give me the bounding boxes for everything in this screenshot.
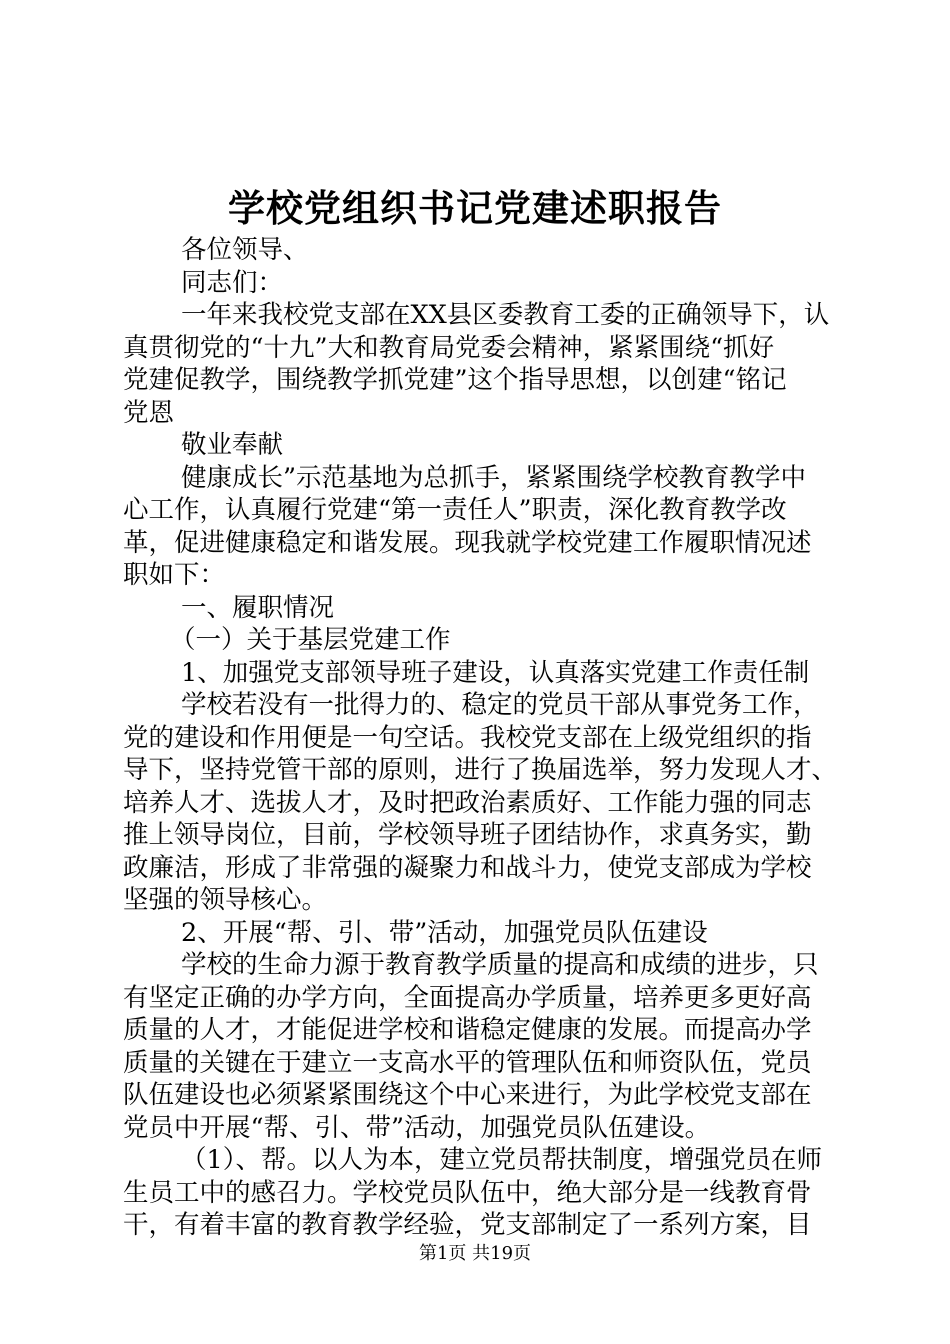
paragraph-line: （一）关于基层党建工作: [170, 625, 451, 655]
paragraph-line: 党恩: [123, 397, 175, 428]
paragraph-line: 质量的关键在于建立一支高水平的管理队伍和师资队伍，党员: [123, 1047, 812, 1078]
paragraph-line: 队伍建设也必须紧紧围绕这个中心来进行，为此学校党支部在: [123, 1080, 812, 1110]
paragraph-line: 敬业奉献: [181, 430, 284, 460]
paragraph-line: 一年来我校党支部在XX县区委教育工委的正确领导下，认: [181, 300, 830, 330]
paragraph-line: 政廉洁，形成了非常强的凝聚力和战斗力，使党支部成为学校: [123, 852, 812, 883]
paragraph-line: 各位领导、: [181, 235, 309, 265]
paragraph-line: 导下，坚持党管干部的原则，进行了换届选举，努力发现人才、: [123, 755, 838, 785]
paragraph-line: 生员工中的感召力。学校党员队伍中，绝大部分是一线教育骨: [123, 1177, 812, 1208]
paragraph-line: 心工作，认真履行党建“第一责任人”职责，深化教育教学改: [123, 495, 787, 525]
paragraph-line: 健康成长”示范基地为总抓手，紧紧围绕学校教育教学中: [181, 462, 807, 493]
paragraph-line: 坚强的领导核心。: [123, 885, 328, 915]
paragraph-line: 推上领导岗位，目前，学校领导班子团结协作，求真务实，勤: [123, 820, 812, 850]
document-title: 学校党组织书记党建述职报告: [228, 186, 722, 230]
paragraph-line: 质量的人才，才能促进学校和谐稳定健康的发展。而提高办学: [123, 1015, 812, 1045]
paragraph-line: 党建促教学，围绕教学抓党建”这个指导思想，以创建“铭记: [123, 365, 787, 395]
paragraph-line: 革，促进健康稳定和谐发展。现我就学校党建工作履职情况述: [123, 527, 812, 558]
paragraph-line: 培养人才、选拔人才，及时把政治素质好、工作能力强的同志: [123, 787, 812, 818]
paragraph-line: （1）、帮。以人为本，建立党员帮扶制度，增强党员在师: [181, 1145, 822, 1175]
paragraph-line: 干，有着丰富的教育教学经验，党支部制定了一系列方案，目: [123, 1210, 812, 1240]
paragraph-line: 2、开展“帮、引、带”活动，加强党员队伍建设: [181, 917, 708, 948]
paragraph-line: 1、加强党支部领导班子建设，认真落实党建工作责任制: [181, 657, 810, 688]
paragraph-line: 有坚定正确的办学方向，全面提高办学质量，培养更多更好高: [123, 982, 812, 1013]
document-body: [123, 234, 843, 1242]
page-footer: 第1页 共19页: [418, 1243, 532, 1264]
paragraph-line: 学校的生命力源于教育教学质量的提高和成绩的进步，只: [181, 950, 819, 980]
paragraph-line: 真贯彻党的“十九”大和教育局党委会精神，紧紧围绕“抓好: [123, 332, 775, 363]
paragraph-line: 党员中开展“帮、引、带”活动，加强党员队伍建设。: [123, 1112, 711, 1143]
paragraph-line: 党的建设和作用便是一句空话。我校党支部在上级党组织的指: [123, 722, 812, 753]
paragraph-line: 学校若没有一批得力的、稳定的党员干部从事党务工作，: [181, 690, 819, 720]
paragraph-line: 职如下：: [123, 560, 226, 590]
paragraph-line: 一、履职情况: [181, 592, 335, 623]
paragraph-line: 同志们：: [181, 267, 284, 298]
